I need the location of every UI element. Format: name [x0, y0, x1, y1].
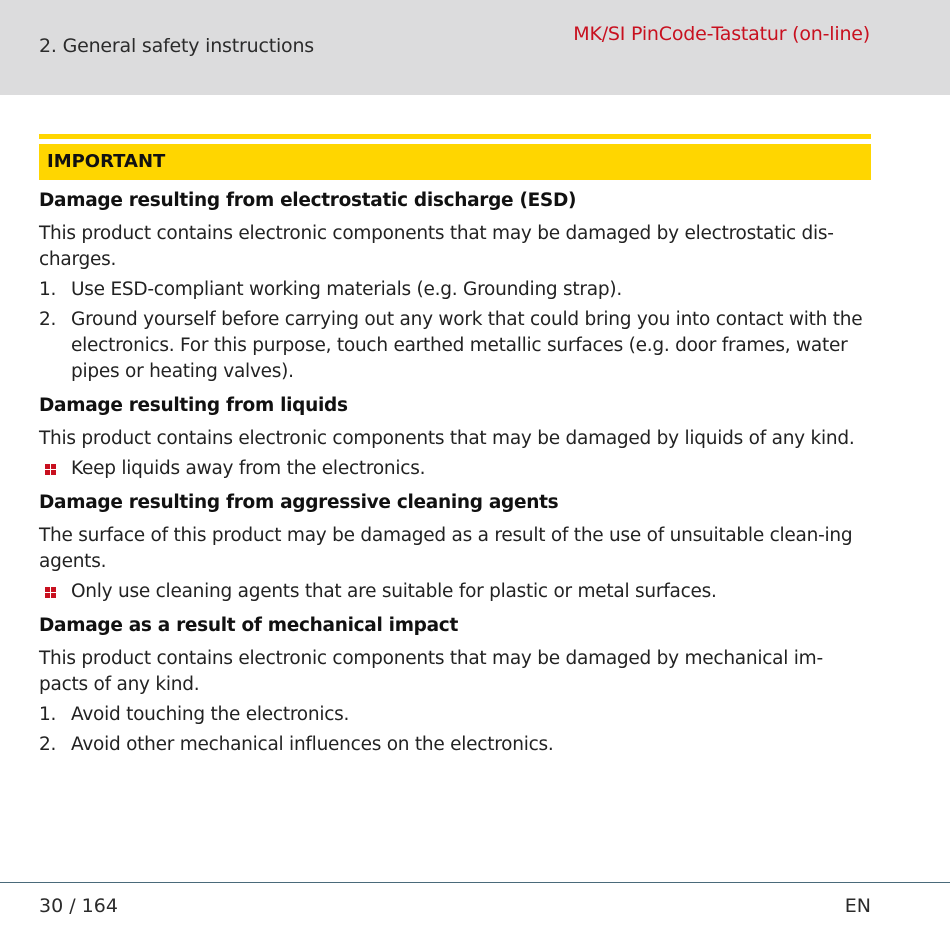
page-content	[39, 134, 871, 758]
bullet-list	[39, 456, 871, 482]
footer-divider	[0, 882, 950, 883]
safety-section	[39, 188, 871, 385]
section-heading: Damage resulting from electrostatic discharge (ESD)	[39, 190, 577, 211]
ordered-list	[39, 277, 871, 385]
section-heading: Damage as a result of mechanical impact	[39, 615, 459, 636]
bullet-list	[39, 579, 871, 605]
section-text: This product contains electronic components that may be damaged by electrostatic dis-charges.	[39, 223, 834, 270]
red-square-bullet-icon	[45, 587, 56, 598]
section-heading: Damage resulting from liquids	[39, 395, 348, 416]
important-notice-label: IMPORTANT	[39, 144, 871, 180]
list-item: Keep liquids away from the electronics.	[39, 456, 871, 482]
notice-top-rule	[39, 134, 871, 139]
list-item: Only use cleaning agents that are suitable for plastic or metal surfaces.	[39, 579, 871, 605]
page-header	[0, 0, 950, 95]
section-title: 2. General safety instructions	[39, 35, 315, 57]
section-heading: Damage resulting from aggressive cleaning agents	[39, 492, 559, 513]
language-code: EN	[844, 895, 871, 917]
section-text: This product contains electronic components that may be damaged by liquids of any kind.	[39, 428, 855, 449]
section-text: This product contains electronic components that may be damaged by mechanical im-pacts of any kind.	[39, 648, 823, 695]
ordered-list	[39, 702, 871, 758]
safety-section	[39, 613, 871, 758]
safety-section	[39, 393, 871, 482]
list-item: 2. Avoid other mechanical influences on the electronics.	[39, 734, 554, 755]
list-item: 1. Use ESD-compliant working materials (e.g. Grounding strap).	[39, 279, 622, 300]
safety-section	[39, 490, 871, 605]
document-title: MK/SI PinCode-Tastatur (on-line)	[573, 23, 870, 45]
red-square-bullet-icon	[45, 464, 56, 475]
section-text: The surface of this product may be damaged as a result of the use of unsuitable clean-ing agents.	[39, 525, 853, 572]
list-item: 2. Ground yourself before carrying out any work that could bring you into contact with the electronics. For this purpose, touch earthed metallic surfaces (e.g. door frames, water pipes or heating valves).	[39, 309, 863, 382]
page-number: 30 / 164	[39, 895, 118, 917]
list-item: 1. Avoid touching the electronics.	[39, 704, 350, 725]
